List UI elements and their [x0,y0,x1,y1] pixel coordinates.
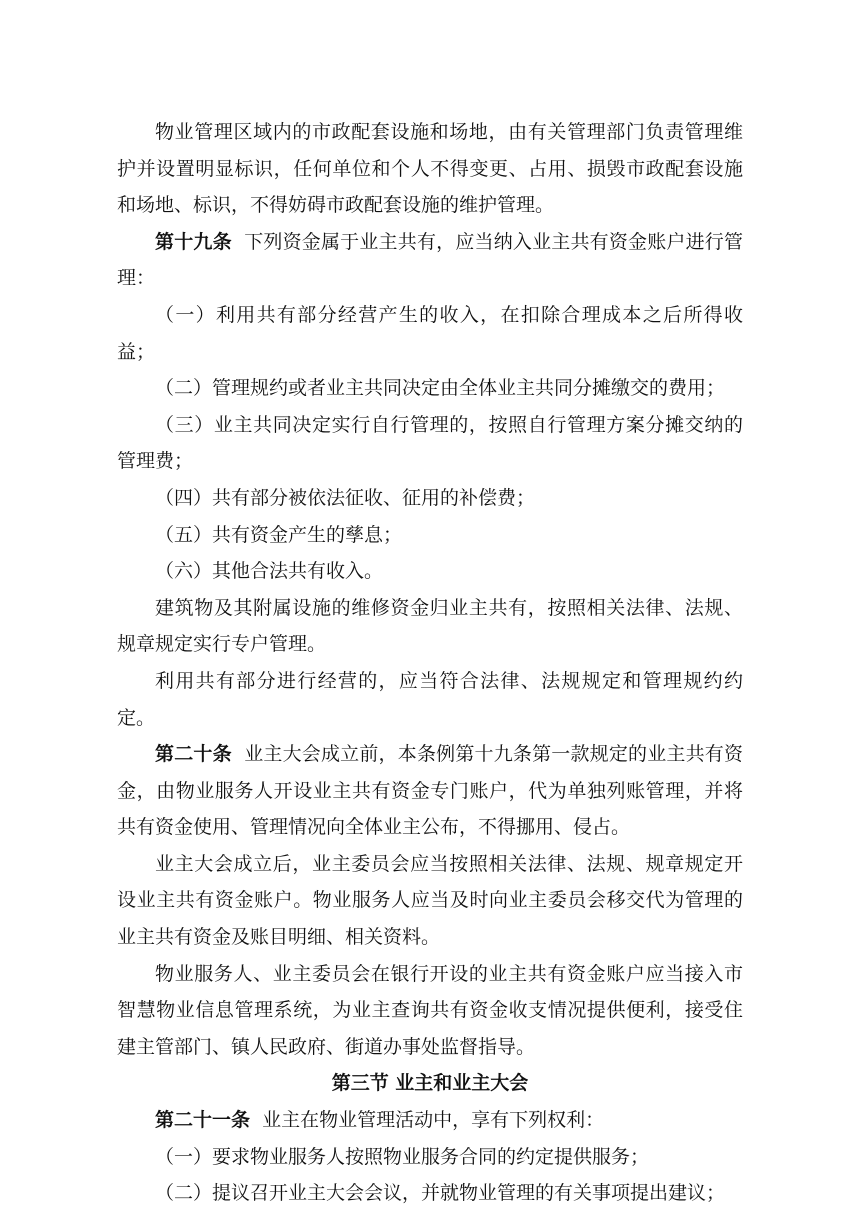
paragraph-text: （四）共有部分被依法征收、征用的补偿费； [155,486,536,509]
paragraph-text: （二）提议召开业主大会会议，并就物业管理的有关事项提出建议； [155,1182,726,1205]
paragraph [117,663,743,736]
section-title: 第三节 业主和业主大会 [331,1072,529,1095]
list-item [117,1139,743,1176]
paragraph-text: （一）要求物业服务人按照物业服务合同的约定提供服务； [155,1145,650,1168]
article-paragraph [117,736,743,846]
document-body [117,114,743,1212]
list-item [117,480,743,517]
article-number: 第二十条 [155,743,232,766]
paragraph-text: 物业服务人、业主委员会在银行开设的业主共有资金账户应当接入市智慧物业信息管理系统，为业主查询共有资金收支情况提供便利，接受住建主管部门、镇人民政府、街道办事处监督指导。 [117,962,743,1058]
paragraph-text: （二）管理规约或者业主共同决定由全体业主共同分摊缴交的费用； [155,377,726,400]
paragraph-text: 业主在物业管理活动中，享有下列权利： [262,1109,605,1132]
list-item [117,407,743,480]
paragraph [117,590,743,663]
article-paragraph [117,1102,743,1139]
paragraph-text: 业主大会成立前，本条例第十九条第一款规定的业主共有资金，由物业服务人开设业主共有资金专门账户，代为单独列账管理，并将共有资金使用、管理情况向全体业主公布，不得挪用、侵占。 [117,743,743,839]
paragraph-text: （五）共有资金产生的孳息； [155,523,403,546]
paragraph-text: 下列资金属于业主共有，应当纳入业主共有资金账户进行管理： [117,230,743,290]
paragraph [117,846,743,956]
paragraph-text: （一）利用共有部分经营产生的收入，在扣除合理成本之后所得收益； [117,303,743,363]
paragraph [117,114,743,224]
paragraph-text: 建筑物及其附属设施的维修资金归业主共有，按照相关法律、法规、规章规定实行专户管理。 [117,596,743,656]
article-paragraph [117,224,743,297]
paragraph [117,956,743,1066]
article-number: 第二十一条 [155,1109,251,1132]
list-item [117,553,743,590]
paragraph-text: （六）其他合法共有收入。 [155,560,384,583]
paragraph-text: （三）业主共同决定实行自行管理的，按照自行管理方案分摊交纳的管理费； [117,413,743,473]
list-item [117,370,743,407]
article-number: 第十九条 [155,230,232,253]
paragraph-text: 物业管理区域内的市政配套设施和场地，由有关管理部门负责管理维护并设置明显标识，任何单位和个人不得变更、占用、损毁市政配套设施和场地、标识，不得妨碍市政配套设施的维护管理。 [117,121,743,217]
list-item [117,297,743,370]
list-item [117,1175,743,1212]
paragraph-text: 利用共有部分进行经营的，应当符合法律、法规规定和管理规约约定。 [117,669,743,729]
list-item [117,517,743,554]
paragraph-text: 业主大会成立后，业主委员会应当按照相关法律、法规、规章规定开设业主共有资金账户。物业服务人应当及时向业主委员会移交代为管理的业主共有资金及账目明细、相关资料。 [117,852,743,949]
